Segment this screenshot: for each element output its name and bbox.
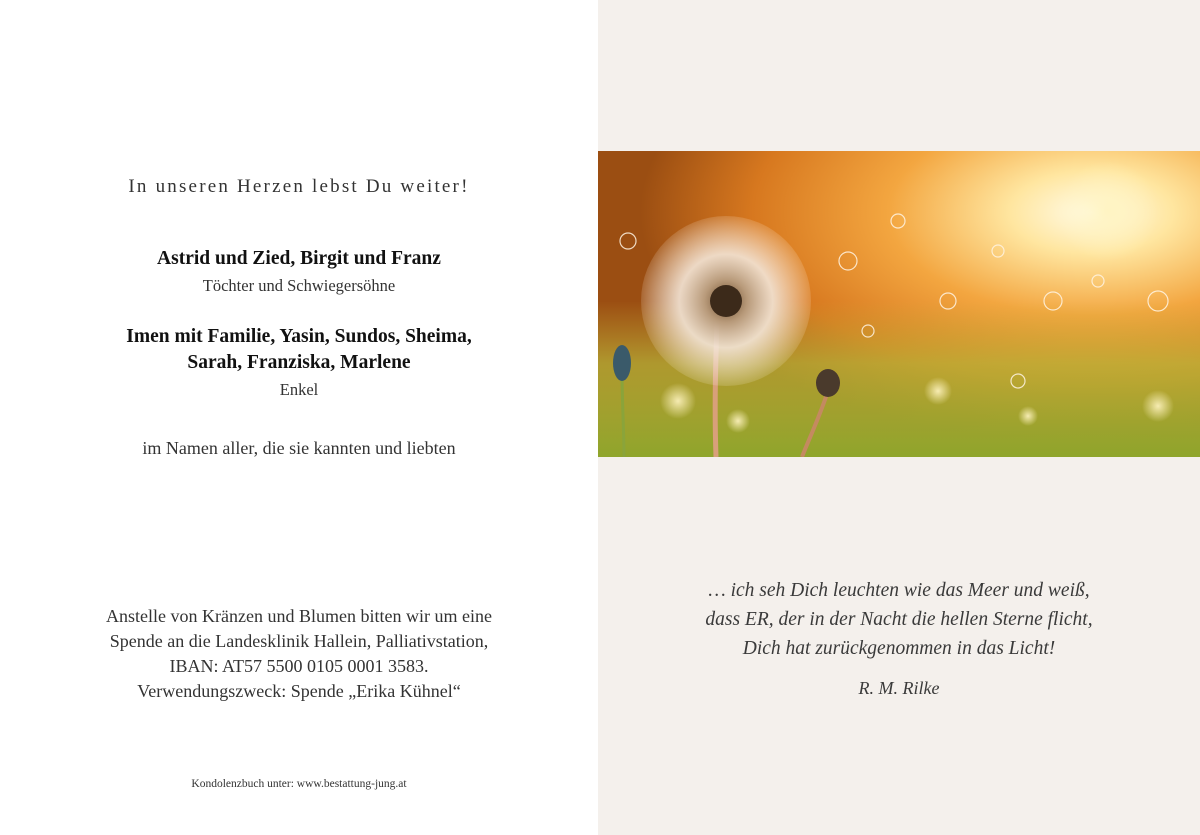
donation-line-1: Anstelle von Kränzen und Blumen bitten wir um eine bbox=[106, 606, 492, 626]
donation-line-2: Spende an die Landesklinik Hallein, Palliativstation, bbox=[109, 631, 489, 651]
family-names-grandchildren bbox=[0, 324, 598, 376]
donation-line-4: Verwendungszweck: Spende „Erika Kühnel“ bbox=[137, 681, 461, 701]
poem-quote bbox=[598, 576, 1200, 663]
family-relation-children: Töchter und Schwiegersöhne bbox=[202, 276, 396, 295]
on-behalf-text: im Namen aller, die sie kannten und liebten bbox=[142, 438, 456, 458]
quote-line-2: dass ER, der in der Nacht die hellen Sterne flicht, bbox=[705, 609, 1093, 630]
quote-author: R. M. Rilke bbox=[858, 678, 940, 698]
condolence-book-link: Kondolenzbuch unter: www.bestattung-jung.at bbox=[191, 778, 407, 790]
family-names-children: Astrid und Zied, Birgit und Franz bbox=[157, 248, 441, 269]
grandchildren-line-2: Sarah, Franziska, Marlene bbox=[187, 352, 411, 373]
quote-line-1: … ich seh Dich leuchten wie das Meer und weiß, bbox=[708, 580, 1090, 601]
dandelion-photo bbox=[598, 151, 1200, 457]
left-page bbox=[0, 0, 598, 835]
right-page bbox=[598, 0, 1200, 835]
motto: In unseren Herzen lebst Du weiter! bbox=[128, 176, 470, 197]
family-relation-grandchildren: Enkel bbox=[279, 380, 319, 399]
grandchildren-line-1: Imen mit Familie, Yasin, Sundos, Sheima, bbox=[126, 326, 472, 347]
quote-line-3: Dich hat zurückgenommen in das Licht! bbox=[742, 638, 1056, 659]
dandelion-image bbox=[598, 151, 1200, 457]
donation-notice bbox=[0, 604, 598, 704]
donation-line-3: IBAN: AT57 5500 0105 0001 3583. bbox=[169, 656, 429, 676]
